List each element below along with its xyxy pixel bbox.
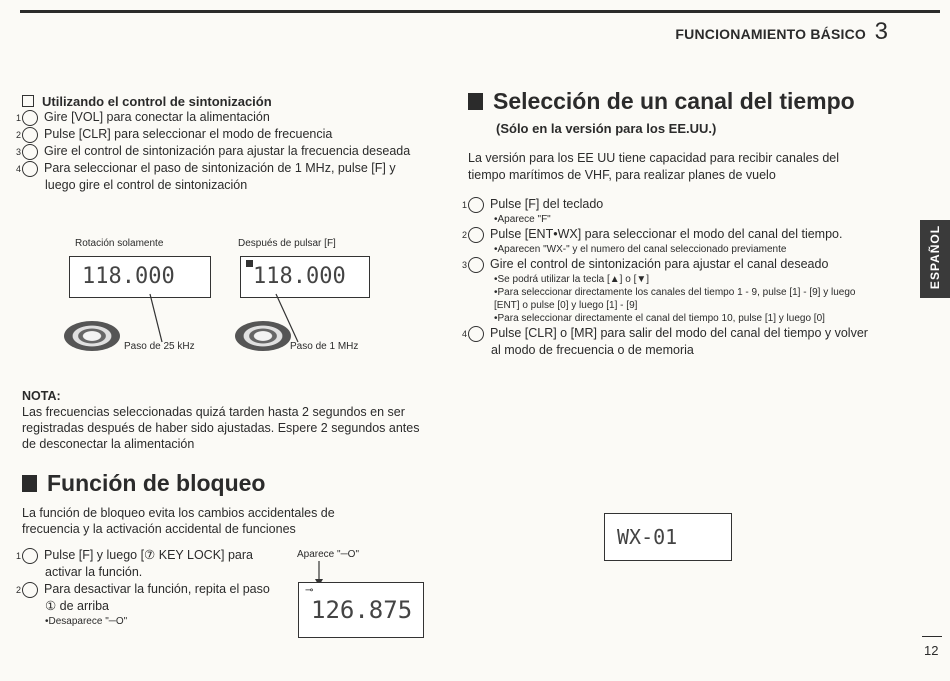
- tuning-step-3: 3 Gire el control de sintonización para ajustar la frecuencia deseada: [15, 144, 411, 158]
- fig1-caption: Paso de 25 kHz: [124, 341, 195, 352]
- chapter-number: 3: [874, 18, 888, 45]
- weather-step-3-sub-3: •Para seleccionar directamente el canal del tiempo 10, pulse [1] y luego [0]: [494, 313, 825, 324]
- weather-heading: Selección de un canal del tiempo: [468, 88, 878, 115]
- tuning-step-1: 1 Gire [VOL] para conectar la alimentación: [15, 110, 270, 124]
- note-text: Las frecuencias seleccionadas quizá tarden hasta 2 segundos en ser registradas después de haber sido ajustadas. Espere 2 segundos antes de desconectar la alimentación: [22, 405, 420, 451]
- lock-step-2: 2 Para desactivar la función, repita el paso ① de arriba: [15, 582, 270, 613]
- weather-step-1: 1 Pulse [F] del teclado: [461, 197, 604, 211]
- heading-square-icon-2: [468, 93, 483, 110]
- page-number-rule: [922, 636, 942, 637]
- heading-square-icon: [22, 475, 37, 492]
- lock-steps: [15, 547, 284, 628]
- header-rule: [20, 10, 940, 13]
- chapter-title: FUNCIONAMIENTO BÁSICO: [675, 26, 866, 42]
- lcd-display-weather: WX-01: [604, 513, 732, 561]
- weather-step-2-sub: •Aparecen "WX-" y el numero del canal seleccionado previamente: [494, 244, 787, 255]
- weather-section: [461, 88, 878, 359]
- lcd-display-1mhz: 118.000: [240, 256, 370, 298]
- key-lock-icon: ⊸: [305, 585, 314, 596]
- lock-intro: La función de bloqueo evita los cambios accidentales de frecuencia y la activación accidental de funciones: [22, 506, 335, 536]
- weather-step-3-sub-2: •Para seleccionar directamente los canales del tiempo 1 - 9, pulse [1] - [9] y luego [ENT] o pulse [0] y luego [1] - [9]: [494, 287, 856, 311]
- weather-step-1-sub: •Aparece "F": [494, 214, 551, 225]
- tuning-dial-icon: [64, 321, 120, 351]
- tuning-step-4: 4 Para seleccionar el paso de sintonización de 1 MHz, pulse [F] y luego gire el control de sintonización: [15, 161, 396, 192]
- lcd-display-lock: 126.875: [298, 582, 424, 638]
- weather-steps: [461, 196, 878, 359]
- weather-step-2: 2 Pulse [ENT•WX] para seleccionar el modo del canal del tiempo.: [461, 227, 843, 241]
- note-box: [22, 388, 422, 452]
- tuning-section: [15, 94, 422, 194]
- fig1-label: Rotación solamente: [75, 238, 164, 249]
- note-title: NOTA:: [22, 389, 61, 403]
- f-indicator-icon: [246, 260, 253, 267]
- weather-step-3-sub-1: •Se podrá utilizar la tecla [▲] o [▼]: [494, 274, 650, 285]
- fig2-label: Después de pulsar [F]: [238, 238, 336, 249]
- lock-appears-label: Aparece "─O": [297, 549, 359, 560]
- weather-subheading: (Sólo en la versión para los EE.UU.): [496, 121, 717, 136]
- lock-step-2-sub: •Desaparece "─O": [45, 616, 128, 627]
- lock-step-1: 1 Pulse [F] y luego [⑦ KEY LOCK] para activar la función.: [15, 548, 253, 579]
- fig2-caption: Paso de 1 MHz: [290, 341, 359, 352]
- language-tab-label: ESPAÑOL: [928, 224, 942, 290]
- checkbox-icon: [22, 95, 34, 107]
- lcd-display-tuning: 118.000: [69, 256, 211, 298]
- language-tab: [920, 220, 950, 298]
- weather-intro: La versión para los EE UU tiene capacidad para recibir canales del tiempo marítimos de VHF, para realizar planes de vuelo: [468, 151, 840, 182]
- page-number: 12: [924, 643, 939, 658]
- tuning-step-2: 2 Pulse [CLR] para seleccionar el modo de frecuencia: [15, 127, 333, 141]
- tuning-heading: Utilizando el control de sintonización: [22, 94, 422, 109]
- lock-heading: Función de bloqueo: [22, 470, 265, 497]
- weather-step-4: 4 Pulse [CLR] o [MR] para salir del modo del canal del tiempo y volver al modo de frecuencia o de memoria: [461, 326, 868, 357]
- weather-step-3: 3 Gire el control de sintonización para ajustar el canal deseado: [461, 257, 829, 271]
